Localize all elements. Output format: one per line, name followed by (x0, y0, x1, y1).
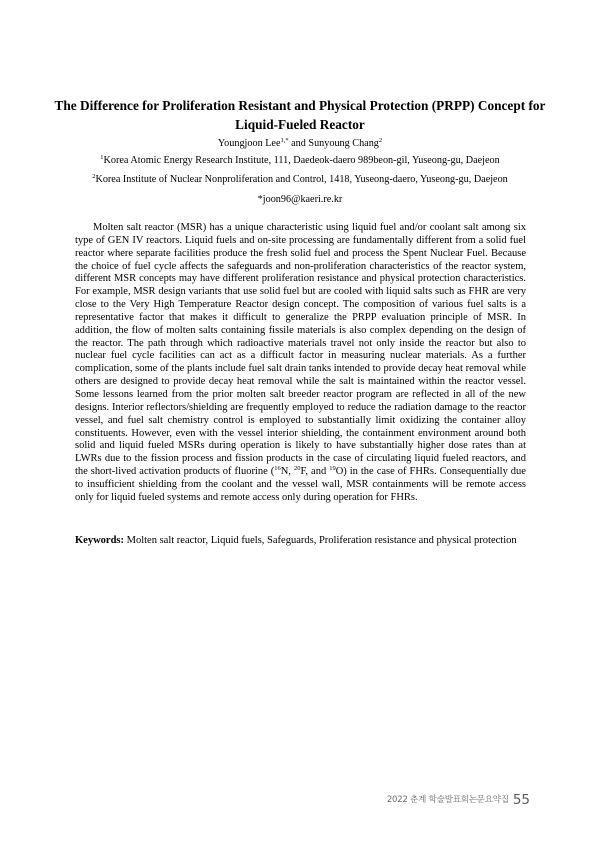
author-name: Youngjoon Lee (217, 138, 281, 149)
affiliation-number: 2 (92, 173, 96, 180)
abstract-paragraph (75, 222, 526, 505)
author-line (20, 138, 580, 150)
isotope-mass-number: 19 (329, 465, 336, 473)
abstract-text: Molten salt reactor (MSR) has a unique characteristic using liquid fuel and/or coolant salt among six type of GEN IV reactors. Liquid fuels and on-site processing are fundamentally different from a solid fuel reactor where separate facilities produce the fresh solid fuel and process the Spent Nuclear Fuel. Because the choice of fuel cycle affects the safeguards and non-proliferation characteristics of the reactor system, different MSR concepts may have different proliferation resistance and physical protection characteristics. For example, MSR design variants that use solid fuel but are cooled with liquid salts such as FHR are very close to the Very High Temperature Reactor design concept. The composition of various fuel salts is a representative factor that makes it difficult to generalize the PRPP evaluation principle of MSR. In addition, the flow of molten salts containing fissile materials is also complex depending on the design of the reactor. The path through which radioactive materials travel not only inside the reactor but also to nuclear fuel cycle facilities can act as a difficult factor in measuring nuclear materials. As a further complication, some of the plants include fuel salt drain tanks intended to provide decay heat removal while others are designed to provide decay heat removal while the salt is maintained within the reactor vessel. Some lessons learned from the prior molten salt breeder reactor program are reflected in all of the new designs. Interior reflectors/shielding are frequently employed to reduce the radiation damage to the reactor vessel, and fuel salt chemistry control is employed to substantially limit oxidizing the container alloy constituents. However, even with the vessel interior shielding, the containment environment around both solid and liquid fueled MSRs during operation is likely to have substantially higher dose rates than at LWRs due to the fission process and fission products in the case of circulating liquid fueled reactors, and the short-lived activation products of fluorine ( (75, 222, 526, 478)
page-footer (387, 789, 530, 808)
affiliation-text: Korea Atomic Energy Research Institute, 111, Daedeok-daero 989beon-gil, Yuseong-gu, Daejeon (103, 155, 500, 166)
author-superscript: 1,* (280, 137, 289, 144)
affiliation-text: Korea Institute of Nuclear Nonproliferation and Control, 1418, Yuseong-daero, Yuseong-gu, Daejeon (95, 174, 508, 185)
proceedings-title: 2022 춘계 학술발표회논문요약집 (386, 795, 509, 805)
author-name: Sunyoung Chang (308, 138, 379, 149)
keywords-text: Molten salt reactor, Liquid fuels, Safeguards, Proliferation resistance and physical protection (124, 535, 517, 546)
author-separator: and (288, 138, 309, 149)
affiliation-number: 1 (100, 154, 104, 161)
abstract-text: F, and (300, 466, 330, 478)
affiliation-2 (20, 174, 580, 186)
isotope-mass-number: 16 (274, 465, 281, 473)
paper-title: The Difference for Proliferation Resistant and Physical Protection (PRPP) Concept for Liquid-Fueled Reactor (54, 97, 546, 132)
page-number: 55 (512, 792, 530, 808)
isotope-mass-number: 20 (293, 465, 301, 473)
affiliation-1 (20, 155, 580, 167)
author-superscript: 2 (378, 137, 383, 144)
abstract-text: N, (280, 466, 294, 478)
contact-email: *joon96@kaeri.re.kr (257, 194, 343, 205)
keywords-label: Keywords: (75, 535, 124, 546)
keywords-line (75, 534, 535, 547)
abstract-text: O) in the case of FHRs. Consequentially due to insufficient shielding from the coolant and the vessel wall, MSR containments will be remote access only for liquid fueled systems and remote access only during operation for FHRs. (75, 466, 526, 503)
